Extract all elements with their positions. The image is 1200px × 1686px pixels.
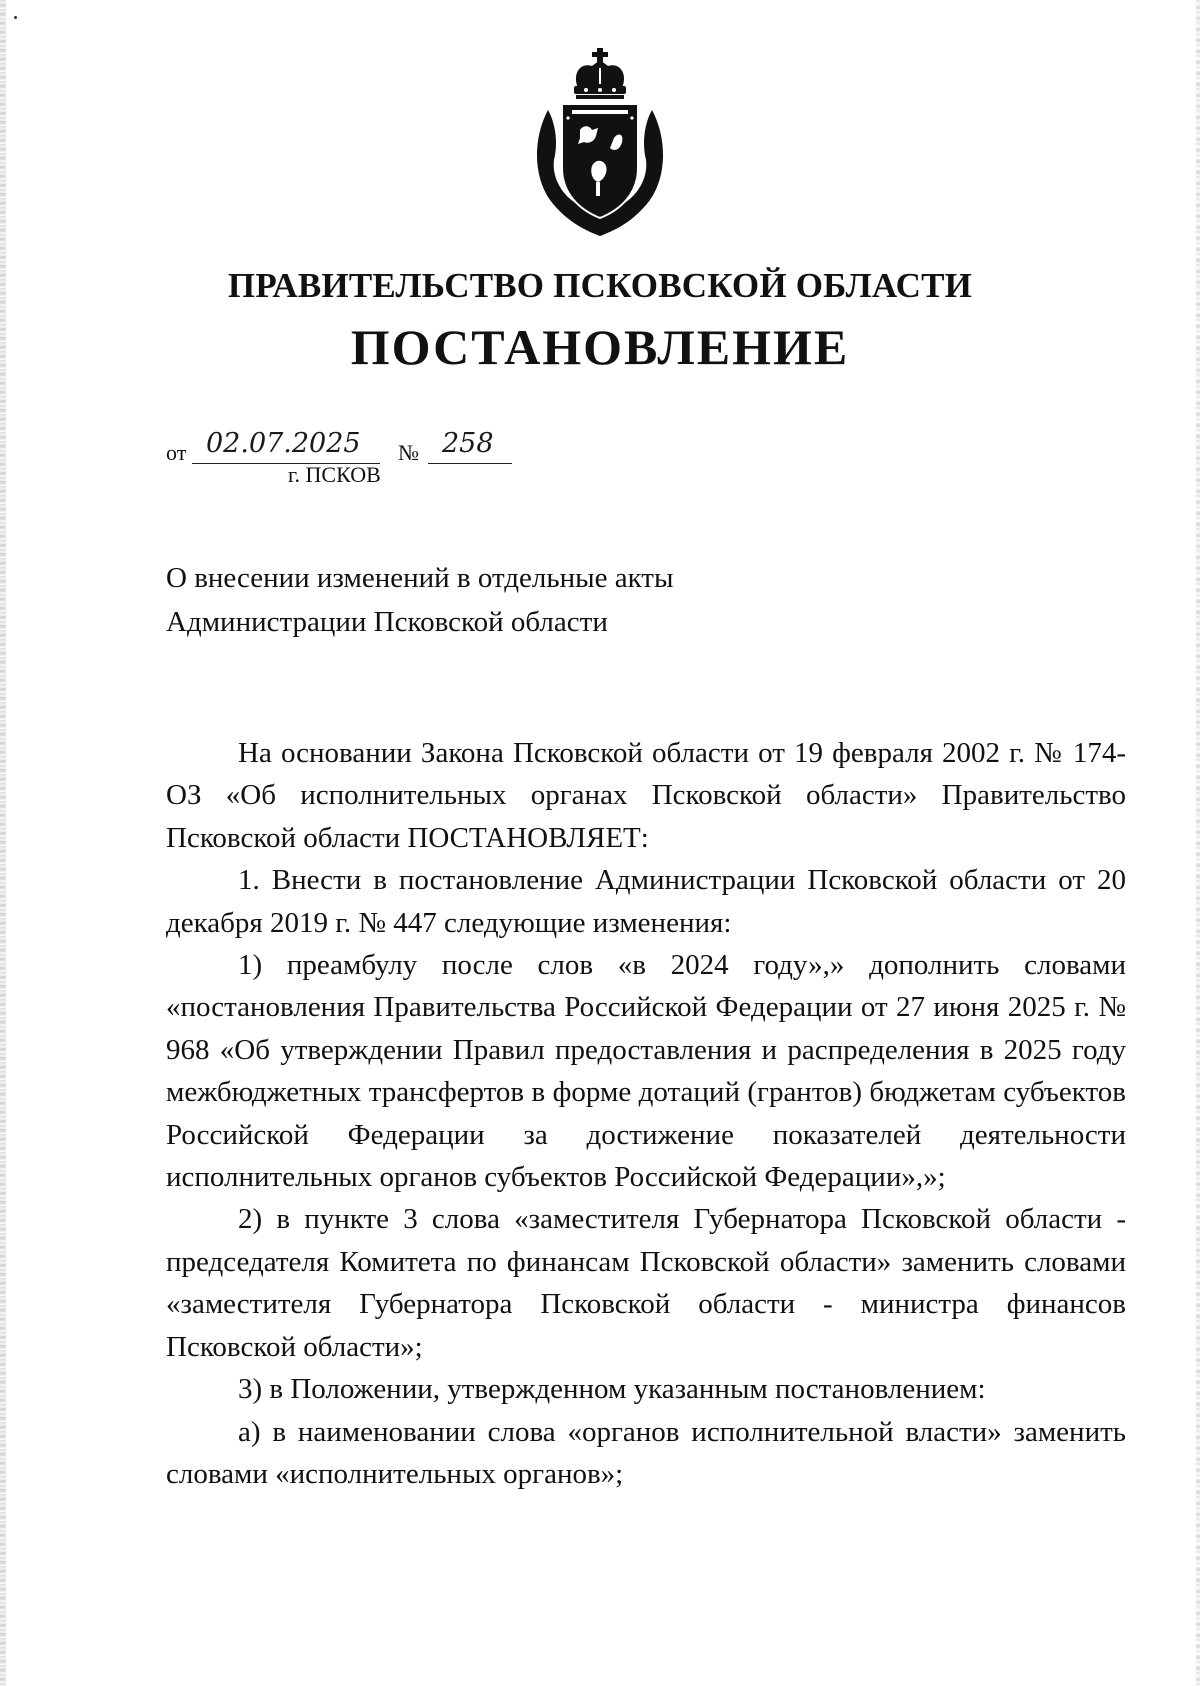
paragraph-item-1: 1. Внести в постановление Администрации Псковской области от 20 декабря 2019 г. № 447 следующие изменения: [166,864,1126,939]
number-handwritten: 258 [442,428,494,459]
subject-line: Администрации Псковской области [166,606,608,638]
scan-speck [14,16,17,19]
date-handwritten: 02.07.2025 [206,428,361,459]
paragraph-subitem-1: 1) преамбулу после слов «в 2024 году»,» дополнить словами «постановления Правительства Российской Федерации от 27 июня 2025 г. № 968 «Об утверждении Правил предоставления и распределения в 2025 году межбюджетных трансфертов в форме дотаций (грантов) бюджетам субъектов Российской Федерации за достижение показателей деятельности исполнительных органов субъектов Российской Федерации»,»; [166,949,1126,1194]
paragraph-subitem-a: а) в наименовании слова «органов исполнительной власти» заменить словами «исполнительных органов»; [166,1415,1126,1490]
number-underline [428,463,512,464]
paragraph-subitem-3: 3) в Положении, утвержденном указанным постановлением: [238,1373,986,1406]
subject-line: О внесении изменений в отдельные акты [166,562,674,594]
date-label: от [166,440,187,465]
government-title: ПРАВИТЕЛЬСТВО ПСКОВСКОЙ ОБЛАСТИ [227,266,973,305]
document-subject [166,556,673,644]
coat-of-arms-emblem [528,48,672,238]
scan-edge-left [0,0,6,1686]
document-body [166,732,1126,1495]
city-label: г. ПСКОВ [288,462,381,487]
paragraph-subitem-2: 2) в пункте 3 слова «заместителя Губернатора Псковской области - председателя Комитета по финансам Псковской области» заменить словами «заместителя Губернатора Псковской области - министра финансов Псковской области»; [166,1203,1126,1363]
document-type-title: ПОСТАНОВЛЕНИЕ [350,319,850,375]
number-label: № [398,440,419,465]
paragraph-preamble: На основании Закона Псковской области от 19 февраля 2002 г. № 174-ОЗ «Об исполнительных органах Псковской области» Правительство Псковской области ПОСТАНОВЛЯЕТ: [166,737,1126,854]
scan-edge-right [1196,0,1200,1686]
